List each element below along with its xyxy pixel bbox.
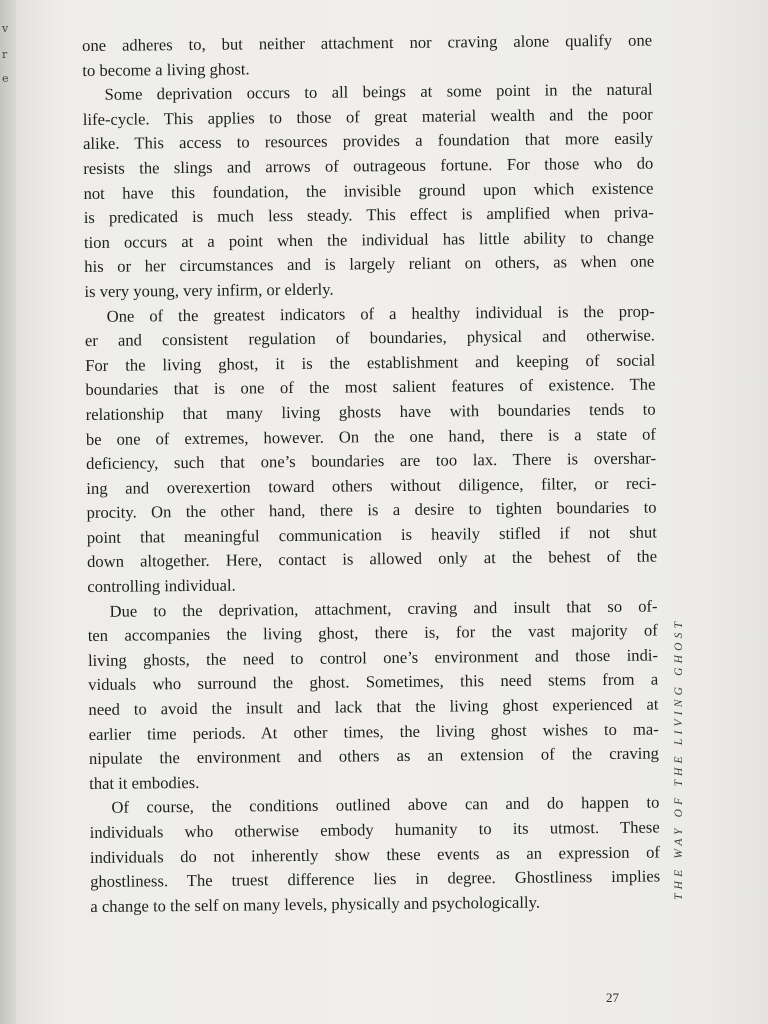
text-line: need to avoid the insult and lack that the living ghost experienced at [88, 694, 659, 719]
text-line: boundaries that is one of the most salient features of existence. The [85, 374, 656, 400]
text-line: One of the greatest indicators of a healthy individual is the prop- [106, 301, 655, 326]
text-line: is very young, very infirm, or elderly. [84, 279, 334, 301]
text-line: For the living ghost, it is the establishment and keeping of social [85, 350, 656, 375]
facing-page-edge [0, 0, 16, 1024]
text-line: ing and overexertion toward others without diligence, filter, or reci- [86, 473, 657, 498]
text-line: life-cycle. This applies to those of great material wealth and the poor [82, 104, 653, 129]
text-line: ten accompanies the living ghost, there is, for the vast majority of [87, 620, 658, 646]
text-line: Due to the deprivation, attachment, craving and insult that so of- [109, 596, 658, 621]
text-line: resists the slings and arrows of outrageous fortune. For those who do [83, 153, 654, 178]
text-line: procity. On the other hand, there is a desire to tighten boundaries to [86, 497, 657, 523]
text-line: one adheres to, but neither attachment nor craving alone qualify one [82, 30, 653, 55]
text-line: not have this foundation, the invisible ground upon which existence [83, 178, 654, 203]
paragraph [82, 29, 652, 84]
text-line: Some deprivation occurs to all beings at some point in the natural [104, 79, 653, 104]
text-line: viduals who surround the ghost. Sometimes, this need stems from a [88, 669, 659, 695]
text-line: to become a living ghost. [82, 58, 250, 80]
text-line: individuals who otherwise embody humanity to its utmost. These [89, 817, 660, 842]
paragraph [89, 791, 660, 919]
text-line: be one of extremes, however. On the one hand, there is a state of [85, 424, 656, 449]
facing-page-glyph: v [2, 22, 9, 35]
text-line: nipulate the environment and others as an extension of the craving [88, 743, 660, 769]
text-line: individuals do not inherently show these events as an expression of [89, 842, 660, 867]
text-line: his or her circumstances and is largely reliant on others, as when one [84, 251, 655, 277]
body-text [82, 29, 660, 920]
text-line: living ghosts, the need to control one’s environment and those indi- [87, 645, 659, 670]
text-line: a change to the self on many levels, physically and psychologically. [90, 892, 541, 916]
text-line: controlling individual. [87, 575, 236, 597]
text-line: tion occurs at a point when the individual has little ability to change [83, 227, 655, 252]
facing-page-glyph: e [2, 72, 9, 85]
text-line: deficiency, such that one’s boundaries are too lax. There is overshar- [86, 448, 657, 474]
text-line: Of course, the conditions outlined above can and do happen to [111, 792, 660, 818]
text-line: is predicated is much less steady. This effect is amplified when priva- [83, 202, 654, 228]
text-line: er and consistent regulation of boundaries, physical and otherwise. [84, 325, 656, 351]
running-head: THE WAY OF THE LIVING GHOST [673, 617, 685, 900]
paragraph [82, 78, 654, 305]
text-line: that it embodies. [89, 772, 200, 793]
page-number: 27 [606, 990, 619, 1005]
text-line: relationship that many living ghosts have with boundaries tends to [85, 399, 656, 424]
paragraph [87, 594, 659, 796]
text-line: ghostliness. The truest difference lies in degree. Ghostliness implies [90, 866, 661, 892]
text-line: earlier time periods. At other times, the living ghost wishes to ma- [88, 719, 659, 744]
facing-page-glyph: r [2, 48, 8, 61]
text-line: down altogether. Here, contact is allowed only at the behest of the [86, 546, 658, 572]
text-line: alike. This access to resources provides a foundation that more easily [82, 128, 654, 154]
text-line: point that meaningful communication is heavily stifled if not shut [86, 522, 657, 547]
paragraph [85, 299, 658, 600]
